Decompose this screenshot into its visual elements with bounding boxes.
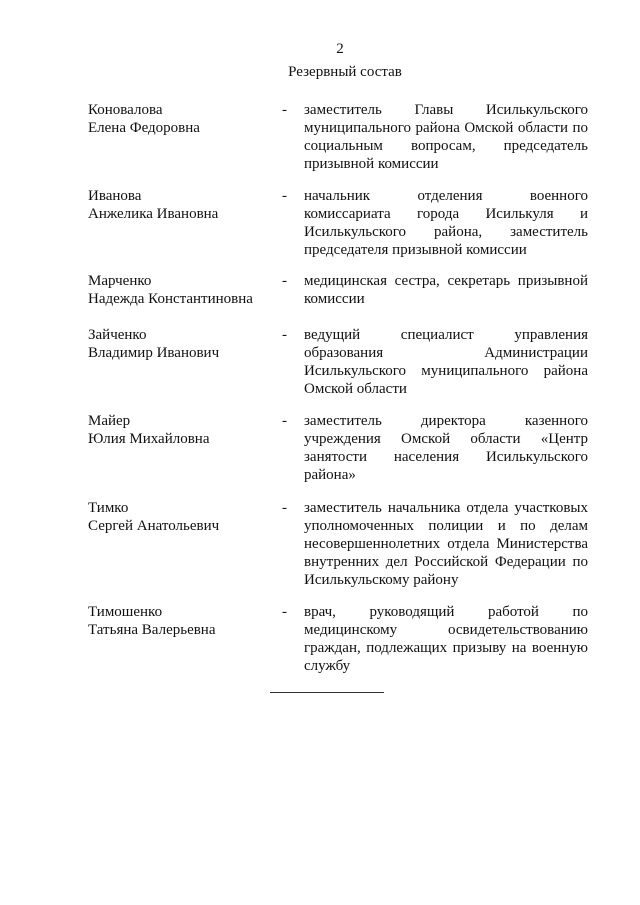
member-role: ведущий специалист управления образования Администрации Исилькульского муниципального района Омской области [304,327,588,397]
member-role: врач, руководящий работой по медицинскому освидетельствованию граждан, подлежащих призыву на военную службу [304,604,588,674]
member-dash: - [282,604,287,620]
member-dash: - [282,327,287,343]
member-dash: - [282,500,287,516]
member-given-names: Юлия Михайловна [88,431,210,447]
member-given-names: Надежда Константиновна [88,291,253,307]
member-surname: Тимошенко [88,604,163,620]
member-given-names: Владимир Иванович [88,345,220,361]
member-surname: Иванова [88,188,142,204]
member-given-names: Татьяна Валерьевна [88,622,216,638]
member-name [88,187,278,223]
member-given-names: Анжелика Ивановна [88,206,219,222]
member-name [88,272,278,308]
member-surname: Майер [88,413,131,429]
member-surname: Зайченко [88,327,147,343]
page-number: 2 [336,41,344,57]
member-dash: - [282,102,287,118]
member-given-names: Елена Федоровна [88,120,200,136]
closing-divider [270,692,384,693]
section-title: Резервный состав [288,64,402,80]
member-surname: Коновалова [88,102,163,118]
member-dash: - [282,273,287,289]
member-dash: - [282,188,287,204]
member-name [88,326,278,362]
member-surname: Тимко [88,500,129,516]
member-role: заместитель Главы Исилькульского муниципального района Омской области по социальным вопросам, председатель призывной комиссии [304,102,588,172]
member-role: начальник отделения военного комиссариата города Исилькуля и Исилькульского района, заместитель председателя призывной комиссии [304,188,588,258]
member-surname: Марченко [88,273,152,289]
member-name [88,603,278,639]
member-role: заместитель начальника отдела участковых уполномоченных полиции и по делам несовершеннолетних отдела Министерства внутренних дел Российской Федерации по Исилькульскому району [304,500,588,588]
member-name [88,412,278,448]
member-name [88,101,278,137]
member-dash: - [282,413,287,429]
member-role: медицинская сестра, секретарь призывной комиссии [304,273,588,307]
member-role: заместитель директора казенного учреждения Омской области «Центр занятости населения Исилькульского района» [304,413,588,483]
member-name [88,499,278,535]
member-given-names: Сергей Анатольевич [88,518,220,534]
